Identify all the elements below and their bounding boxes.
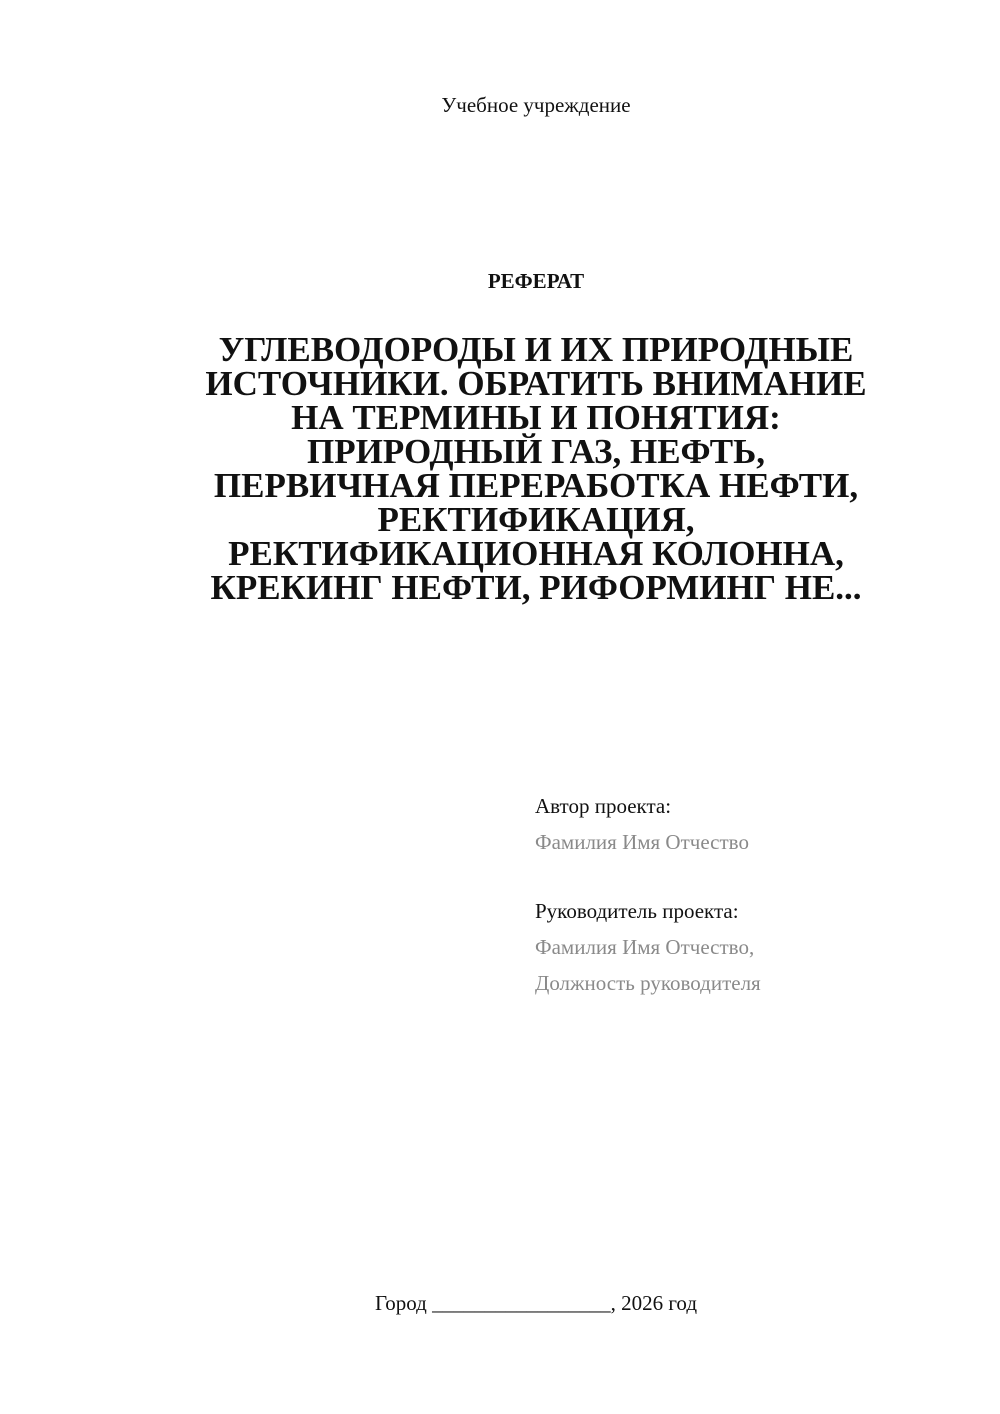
- supervisor-name: Фамилия Имя Отчество,: [535, 935, 755, 959]
- topic-line: НА ТЕРМИНЫ И ПОНЯТИЯ:: [291, 398, 781, 437]
- document-type: РЕФЕРАТ: [487, 269, 585, 293]
- author-name: Фамилия Имя Отчество: [535, 830, 749, 854]
- author-block: [535, 788, 749, 860]
- topic-line: УГЛЕВОДОРОДЫ И ИХ ПРИРОДНЫЕ: [218, 330, 854, 369]
- topic-line: РЕКТИФИКАЦИОННАЯ КОЛОННА,: [228, 534, 844, 573]
- supervisor-label: Руководитель проекта:: [535, 899, 739, 923]
- topic-line: ИСТОЧНИКИ. ОБРАТИТЬ ВНИМАНИЕ: [205, 364, 867, 403]
- author-label: Автор проекта:: [535, 794, 672, 818]
- topic-title: [150, 330, 922, 607]
- topic-line: КРЕКИНГ НЕФТИ, РИФОРМИНГ НЕ...: [210, 568, 862, 607]
- topic-line: ПРИРОДНЫЙ ГАЗ, НЕФТЬ,: [307, 432, 765, 471]
- city-year-line: Город _________________, 2026 год: [374, 1291, 698, 1315]
- supervisor-position: Должность руководителя: [535, 971, 761, 995]
- supervisor-block: [535, 893, 761, 1001]
- institution-name: Учебное учреждение: [441, 93, 631, 117]
- topic-line: ПЕРВИЧНАЯ ПЕРЕРАБОТКА НЕФТИ,: [213, 466, 859, 505]
- topic-line: РЕКТИФИКАЦИЯ,: [377, 500, 695, 539]
